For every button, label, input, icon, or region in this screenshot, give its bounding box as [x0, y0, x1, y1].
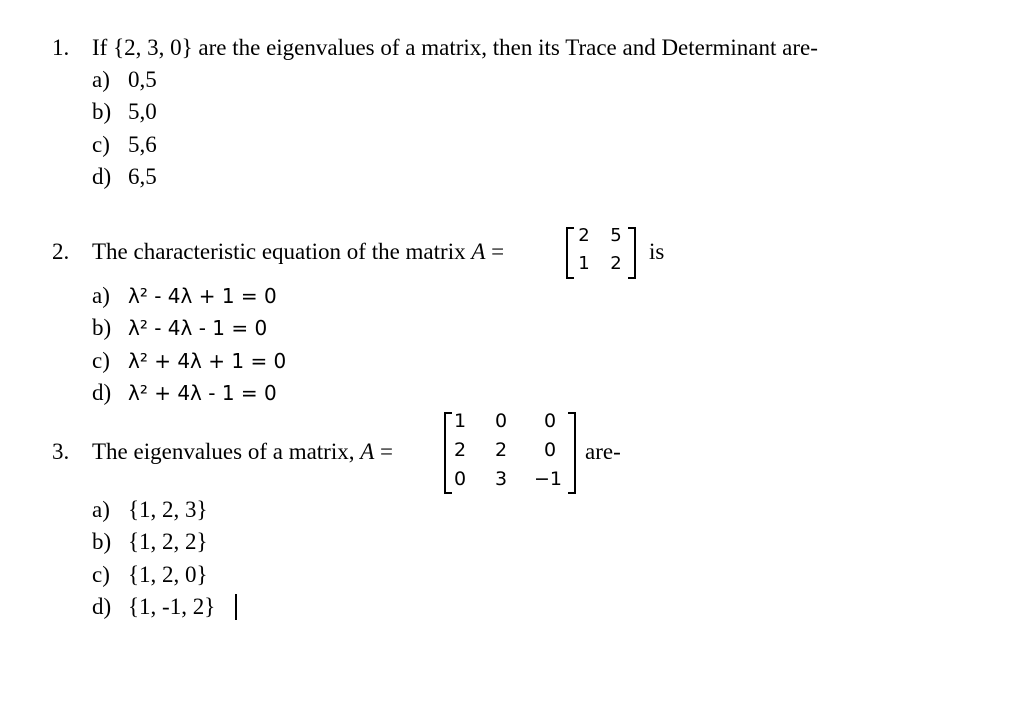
question-1-option-b — [92, 98, 157, 126]
matrix-variable: A — [360, 439, 375, 464]
question-3-matrix — [444, 410, 578, 496]
matrix-right-bracket — [628, 227, 636, 279]
matrix-cell: 0 — [494, 410, 508, 432]
matrix-right-bracket — [568, 412, 576, 494]
matrix-cell: 1 — [453, 410, 467, 432]
matrix-variable: A — [471, 239, 486, 264]
matrix-cell: 0 — [453, 468, 467, 490]
option-value: {1, -1, 2} — [128, 594, 216, 619]
question-1-option-c — [92, 131, 157, 159]
question-2-option-b — [92, 314, 267, 342]
equals-sign: = — [491, 239, 505, 264]
text-cursor[interactable] — [235, 594, 237, 620]
question-3-option-a — [92, 496, 208, 524]
matrix-cell: 1 — [578, 253, 590, 274]
question-2-text — [92, 238, 504, 266]
option-value: λ² - 4λ + 1 = 0 — [128, 284, 277, 308]
matrix-cell: 2 — [610, 253, 622, 274]
option-value: 0,5 — [128, 67, 157, 92]
matrix-left-bracket — [566, 227, 574, 279]
option-letter: b) — [92, 315, 112, 340]
matrix-cell: 0 — [543, 439, 557, 461]
question-2-text-before: The characteristic equation of the matrix — [92, 239, 466, 264]
option-letter: d) — [92, 164, 112, 189]
option-value: {1, 2, 0} — [128, 562, 208, 587]
question-3-number: 3. — [52, 439, 70, 464]
option-value: λ² + 4λ + 1 = 0 — [128, 349, 287, 373]
question-1-option-a — [92, 66, 157, 94]
matrix-cell: 5 — [610, 225, 622, 246]
matrix-cell: 3 — [494, 468, 508, 490]
question-3-text-after: are- — [585, 439, 621, 464]
option-value: 5,6 — [128, 132, 157, 157]
question-3-text — [92, 438, 393, 466]
matrix-cell: 2 — [494, 439, 508, 461]
question-2-number: 2. — [52, 239, 70, 264]
question-2-text-after: is — [649, 239, 665, 264]
option-letter: c) — [92, 132, 110, 157]
matrix-cell: 2 — [578, 225, 590, 246]
option-letter: a) — [92, 497, 110, 522]
question-2-matrix — [566, 225, 638, 281]
option-letter: a) — [92, 67, 110, 92]
option-value: λ² + 4λ - 1 = 0 — [128, 381, 277, 405]
question-1-number: 1. — [52, 35, 70, 60]
question-3-option-d — [92, 593, 215, 621]
matrix-cell: −1 — [533, 468, 562, 490]
option-value: 5,0 — [128, 99, 157, 124]
option-letter: c) — [92, 562, 110, 587]
question-3-text-before: The eigenvalues of a matrix, — [92, 439, 355, 464]
option-letter: d) — [92, 380, 112, 405]
question-3-option-c — [92, 561, 208, 589]
question-3-option-b — [92, 528, 208, 556]
question-2-option-d — [92, 379, 277, 407]
option-value: {1, 2, 3} — [128, 497, 208, 522]
question-1-option-d — [92, 163, 157, 191]
question-2-option-a — [92, 282, 277, 310]
option-letter: b) — [92, 99, 112, 124]
option-letter: c) — [92, 348, 110, 373]
option-value: {1, 2, 2} — [128, 529, 208, 554]
option-value: λ² - 4λ - 1 = 0 — [128, 316, 268, 340]
question-2-option-c — [92, 347, 286, 375]
matrix-cell: 2 — [453, 439, 467, 461]
option-value: 6,5 — [128, 164, 157, 189]
option-letter: b) — [92, 529, 112, 554]
option-letter: d) — [92, 594, 112, 619]
question-1-text: If {2, 3, 0} are the eigenvalues of a matrix, then its Trace and Determinant are- — [92, 35, 818, 60]
option-letter: a) — [92, 283, 110, 308]
matrix-cell: 0 — [543, 410, 557, 432]
equals-sign: = — [380, 439, 394, 464]
